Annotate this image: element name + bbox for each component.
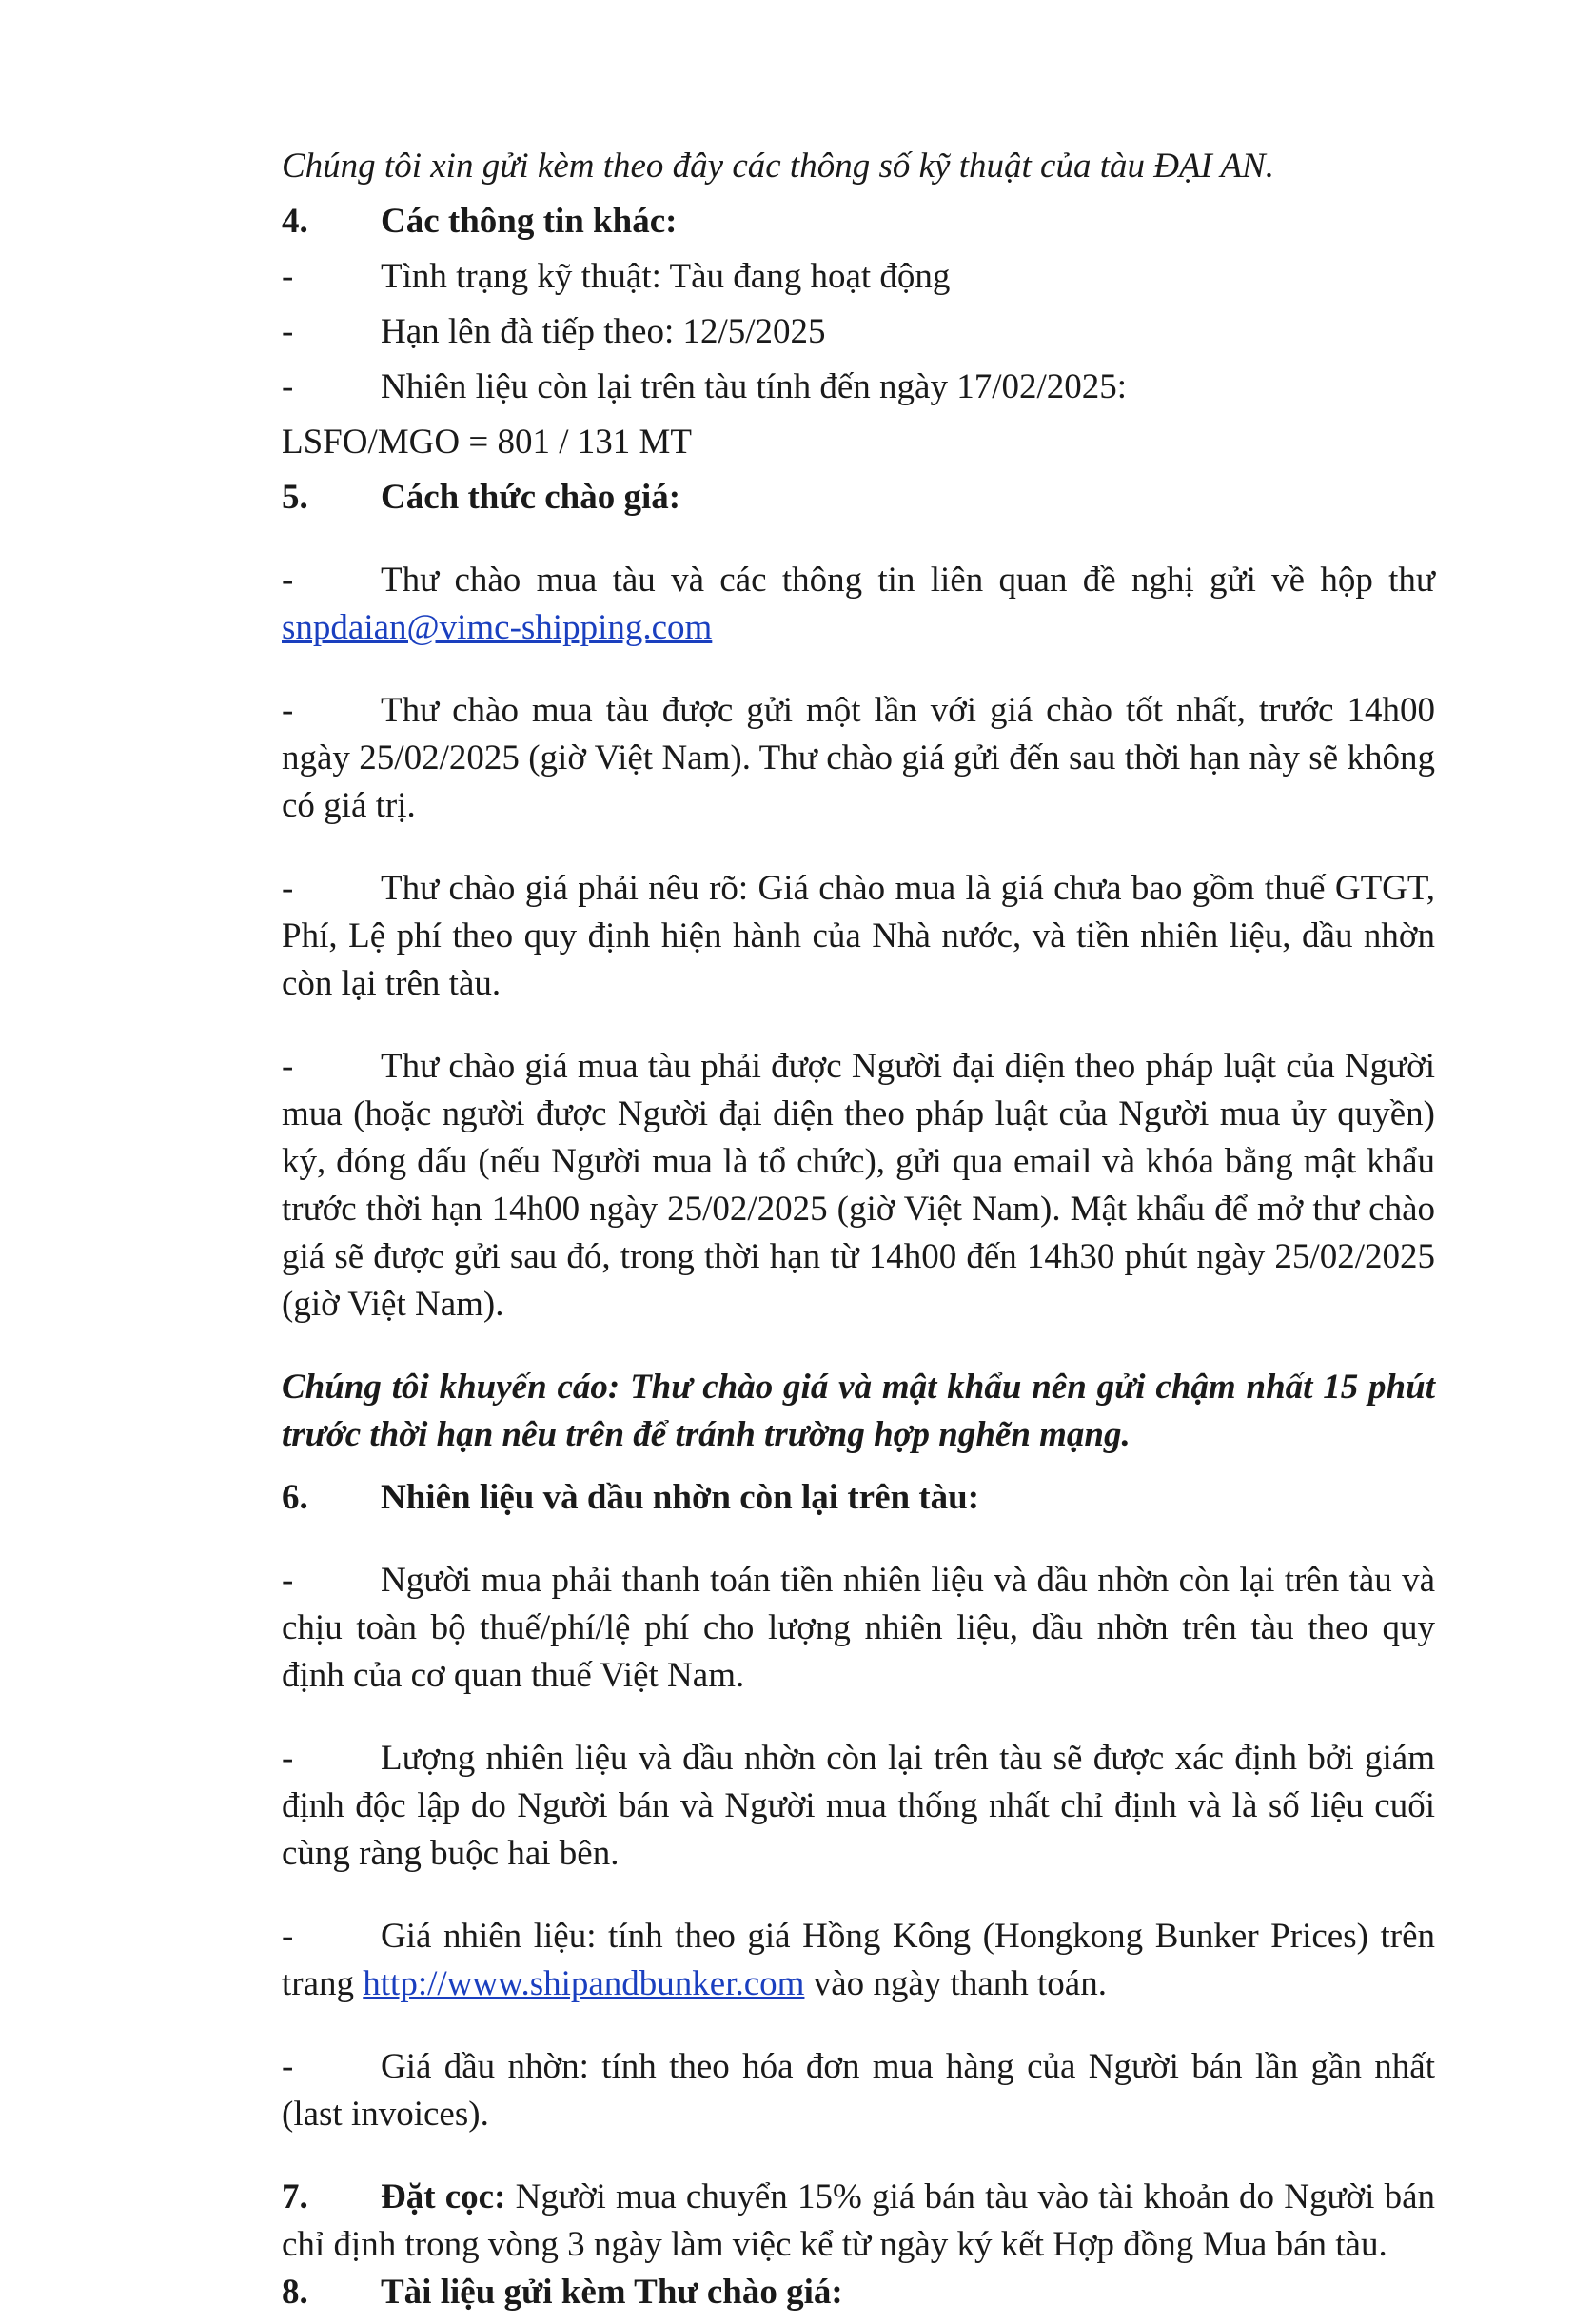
bullet-dash: -	[282, 367, 294, 406]
section-7-paragraph	[282, 2174, 1435, 2269]
section-6-paragraph	[282, 1913, 1435, 2008]
section-8-number: 8.	[282, 2273, 308, 2312]
section-5-number: 5.	[282, 478, 308, 517]
intro-text: Chúng tôi xin gửi kèm theo đây các thông số kỹ thuật của tàu ĐẠI AN.	[282, 147, 1274, 186]
bullet-dash: -	[282, 561, 294, 600]
section-5-paragraph	[282, 687, 1435, 830]
section-4-bullet	[282, 253, 1435, 301]
section-4-number: 4.	[282, 202, 308, 241]
section-4-heading	[282, 198, 1435, 246]
email-link[interactable]: snpdaian@vimc-shipping.com	[282, 608, 713, 647]
technical-status: Tình trạng kỹ thuật: Tàu đang hoạt động	[381, 257, 951, 296]
document-page	[282, 143, 1435, 2324]
shipandbunker-link[interactable]: http://www.shipandbunker.com	[363, 1964, 805, 2003]
next-drydock: Hạn lên đà tiếp theo: 12/5/2025	[381, 312, 826, 351]
fuel-price-tail: vào ngày thanh toán.	[813, 1964, 1107, 2003]
email-instruction: Thư chào mua tàu và các thông tin liên quan đề nghị gửi về hộp thư	[381, 561, 1435, 600]
price-terms-text: Thư chào giá phải nêu rõ: Giá chào mua là giá chưa bao gồm thuế GTGT, Phí, Lệ phí theo quy định hiện hành của Nhà nước, và tiền nhiên liệu, dầu nhờn còn lại trên tàu.	[282, 869, 1435, 1003]
section-5-paragraph	[282, 1043, 1435, 1329]
lube-price-text: Giá dầu nhờn: tính theo hóa đơn mua hàng của Người bán lần gần nhất (last invoices).	[282, 2047, 1435, 2134]
signing-text: Thư chào giá mua tàu phải được Người đại diện theo pháp luật của Người mua (hoặc người được Người đại diện theo pháp luật của Người mua ủy quyền) ký, đóng dấu (nếu Người mua là tổ chức), gửi qua email và khóa bằng mật khẩu trước thời hạn 14h00 ngày 25/02/2025 (giờ Việt Nam). Mật khẩu để mở thư chào giá sẽ được gửi sau đó, trong thời hạn từ 14h00 đến 14h30 phút ngày 25/02/2025 (giờ Việt Nam).	[282, 1047, 1435, 1324]
section-5-paragraph	[282, 557, 1435, 652]
warning-text: Chúng tôi khuyến cáo: Thư chào giá và mật khẩu nên gửi chậm nhất 15 phút trước thời hạn nêu trên để tránh trường hợp nghẽn mạng.	[282, 1368, 1435, 1454]
deposit-text: Người mua chuyển 15% giá bán tàu vào tài khoản do Người bán chỉ định trong vòng 3 ngày làm việc kể từ ngày ký kết Hợp đồng Mua bán tàu.	[282, 2177, 1436, 2264]
fuel-price-text: Giá nhiên liệu: tính theo giá Hồng Kông (Hongkong Bunker Prices) trên trang	[282, 1917, 1435, 2003]
section-6-paragraph	[282, 1735, 1435, 1878]
section-5-title: Cách thức chào giá:	[381, 478, 681, 517]
bullet-dash: -	[282, 2047, 294, 2086]
section-6-title: Nhiên liệu và dầu nhờn còn lại trên tàu:	[381, 1478, 980, 1517]
bullet-dash: -	[282, 312, 294, 351]
bullet-dash: -	[282, 691, 294, 730]
section-6-heading	[282, 1474, 1435, 1522]
section-6-number: 6.	[282, 1478, 308, 1517]
section-4-bullet	[282, 364, 1435, 411]
bullet-dash: -	[282, 257, 294, 296]
section-4-bullet	[282, 308, 1435, 356]
fuel-remaining: Nhiên liệu còn lại trên tàu tính đến ngày 17/02/2025:	[381, 367, 1128, 406]
fuel-survey-text: Lượng nhiên liệu và dầu nhờn còn lại trên tàu sẽ được xác định bởi giám định độc lập do Người bán và Người mua thống nhất chỉ định và là số liệu cuối cùng ràng buộc hai bên.	[282, 1739, 1435, 1873]
section-5-paragraph	[282, 865, 1435, 1008]
bullet-dash: -	[282, 1047, 294, 1086]
deadline-text: Thư chào mua tàu được gửi một lần với giá chào tốt nhất, trước 14h00 ngày 25/02/2025 (giờ Việt Nam). Thư chào giá gửi đến sau thời hạn này sẽ không có giá trị.	[282, 691, 1435, 825]
fuel-payment-text: Người mua phải thanh toán tiền nhiên liệu và dầu nhờn còn lại trên tàu và chịu toàn bộ thuế/phí/lệ phí cho lượng nhiên liệu, dầu nhờn trên tàu theo quy định của cơ quan thuế Việt Nam.	[282, 1561, 1435, 1695]
bullet-dash: -	[282, 869, 294, 908]
bullet-dash: -	[282, 1561, 294, 1600]
section-4-title: Các thông tin khác:	[381, 202, 678, 241]
section-6-paragraph	[282, 2043, 1435, 2138]
section-5-heading	[282, 474, 1435, 522]
section-8-heading	[282, 2269, 1435, 2316]
fuel-quantity: LSFO/MGO = 801 / 131 MT	[282, 423, 692, 462]
section-7-number: 7.	[282, 2177, 308, 2216]
bullet-dash: -	[282, 1739, 294, 1778]
bullet-dash: -	[282, 1917, 294, 1956]
section-6-paragraph	[282, 1557, 1435, 1700]
section-8-title: Tài liệu gửi kèm Thư chào giá:	[381, 2273, 843, 2312]
section-7-title: Đặt cọc:	[381, 2177, 506, 2216]
